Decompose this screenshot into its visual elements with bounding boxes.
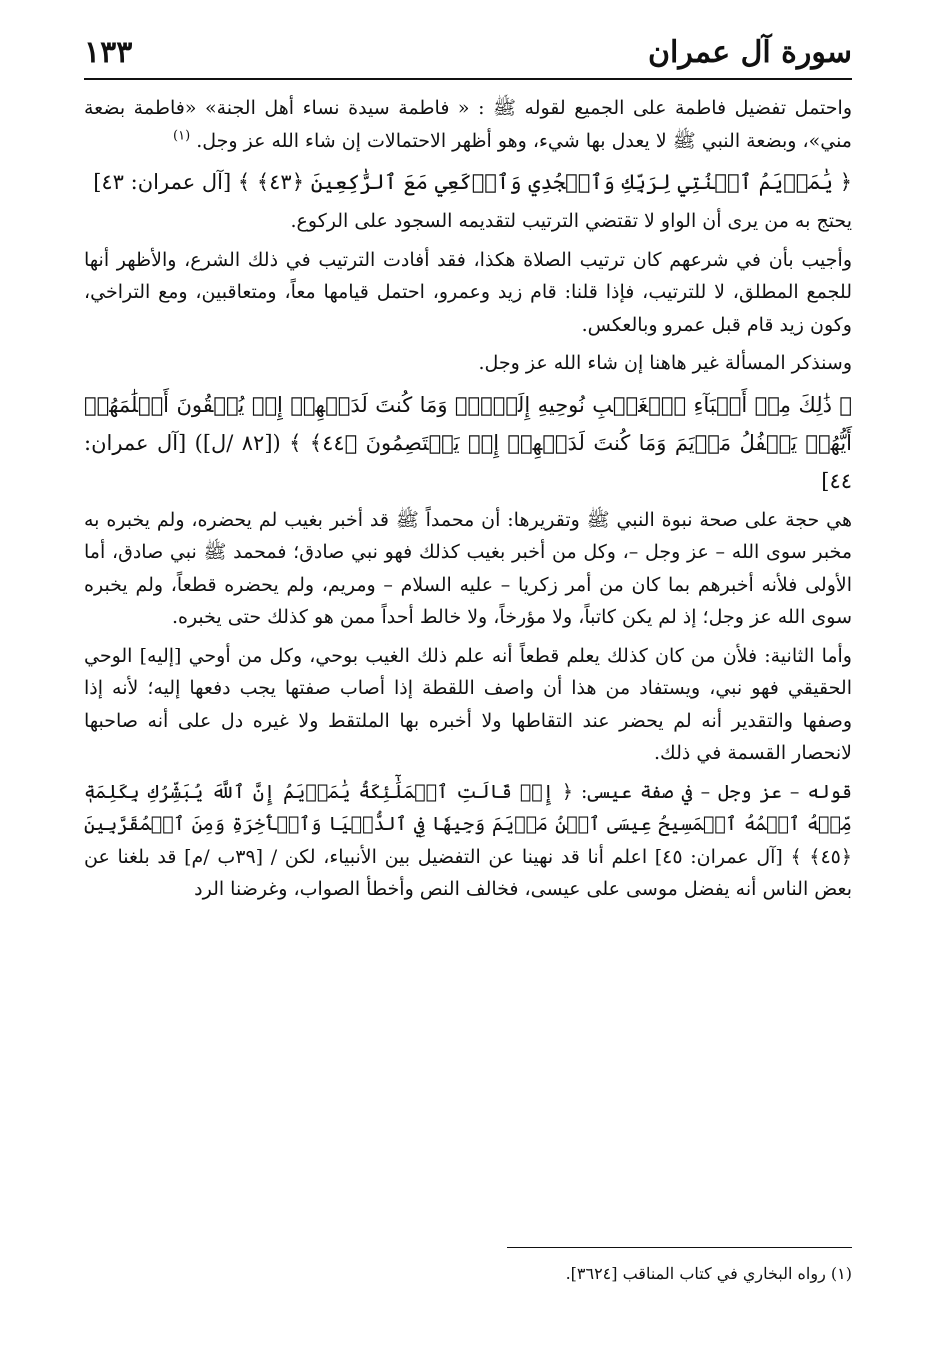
paragraph-3: وأجيب بأن في شرعهم كان ترتيب الصلاة هكذا، فقد أفادت الترتيب في ذلك الشرع، والأظهر أنها للجمع المطلق، لا للترتيب، فإذا قلنا: قام زيد وعمرو، احتمل قيامها معاً، ومتعاقبين، ومع التراخي، وكون زيد قام قبل عمرو وبالعكس. xyxy=(84,248,852,336)
paragraph-2: يحتج به من يرى أن الواو لا تقتضي الترتيب لتقديمه السجود على الركوع. xyxy=(290,210,852,232)
body-text xyxy=(84,92,852,912)
paragraph-1-text: واحتمل تفضيل فاطمة على الجميع لقوله ﷺ : « فاطمة سيدة نساء أهل الجنة» «فاطمة بضعة مني»، وبضعة النبي ﷺ لا يعدل بها شيء، وهو أظهر الاحتمالات إن شاء الله عز وجل. xyxy=(84,97,852,152)
page-header xyxy=(84,30,852,80)
paragraph-4: وسنذكر المسألة غير هاهنا إن شاء الله عز وجل. xyxy=(478,352,852,374)
footnote-divider xyxy=(507,1247,852,1248)
paragraph-1 xyxy=(84,92,852,157)
page-number: ١٣٣ xyxy=(84,35,133,70)
paragraph-7: قوله – عز وجل – في صفة عيسى: ﴿ إِذۡ قَالَتِ ٱلۡمَلَٰٓئِكَةُ يَٰمَرۡيَمُ إِنَّ ٱللَّهَ يُبَشِّرُكِ بِكَلِمَةٖ مِّنۡهُ ٱسۡمُهُ ٱلۡمَسِيحُ عِيسَى ٱبۡنُ مَرۡيَمَ وَجِيهٗا فِي ٱلدُّنۡيَا وَٱلۡأٓخِرَةِ وَمِنَ ٱلۡمُقَرَّبِينَ ﴿٤٥﴾ ﴾ [آل عمران: ٤٥] اعلم أنا قد نهينا عن التفضيل بين الأنبياء، لكن / [٣٩ب /م] قد بلغنا عن بعض الناس أنه يفضل موسى على عيسى، فخالف النص وأخطأ الصواب، وغرضنا الرد xyxy=(84,780,852,900)
quran-verse-43: ﴿ يَٰمَرۡيَمُ ٱقۡنُتِي لِرَبِّكِ وَٱسۡجُدِي وَٱرۡكَعِي مَعَ ٱلرَّٰكِعِينَ ﴿٤٣﴾ ﴾ [آل عمران: ٤٣] xyxy=(93,170,852,194)
footnote: (١) رواه البخاري في كتاب المناقب [٣٦٢٤]. xyxy=(565,1264,852,1283)
surah-title: سورة آل عمران xyxy=(647,35,852,70)
quran-verse-44: ﴿ ذَٰلِكَ مِنۡ أَنۢبَآءِ ٱلۡغَيۡبِ نُوحِيهِ إِلَيۡكَۚ وَمَا كُنتَ لَدَيۡهِمۡ إِذۡ يُلۡقُونَ أَقۡلَٰمَهُمۡ أَيُّهُمۡ يَكۡفُلُ مَرۡيَمَ وَمَا كُنتَ لَدَيۡهِمۡ إِذۡ يَخۡتَصِمُونَ ﴿٤٤﴾ ﴾ ([٨٢ /ل]) [آل عمران: ٤٤] xyxy=(84,392,853,493)
paragraph-6: وأما الثانية: فلأن من كان كذلك يعلم قطعاً أنه علم ذلك الغيب بوحي، وكل من أوحي [إليه] الوحي الحقيقي فهو نبي، ويستفاد من هذا أن واصف اللقطة إذا أصاب صفتها يجب دفعها إليه؛ لأنه إذا وصفها والتقدير أنه لم يحضر عند التقاطها ولا أخبره بها الملتقط ولا غيره دل على أنه صاحبها لانحصار القسمة في ذلك. xyxy=(84,644,852,764)
footnote-reference: (١) xyxy=(173,128,191,144)
paragraph-5: هي حجة على صحة نبوة النبي ﷺ وتقريرها: أن محمداً ﷺ قد أخبر بغيب لم يحضره، ولم يخبره به مخبر سوى الله – عز وجل –، وكل من أخبر بغيب كذلك فهو نبي صادق؛ فمحمد ﷺ نبي صادق، أما الأولى فلأنه أخبرهم بما كان من أمر زكريا – عليه السلام – ومريم، ولم يحضره قطعاً، ولم يخبره سوى الله عز وجل؛ إذ لم يكن كاتباً، ولا مؤرخاً، ولا خالط أحداً ممن هو كذلك حتى يخبره. xyxy=(84,508,852,628)
